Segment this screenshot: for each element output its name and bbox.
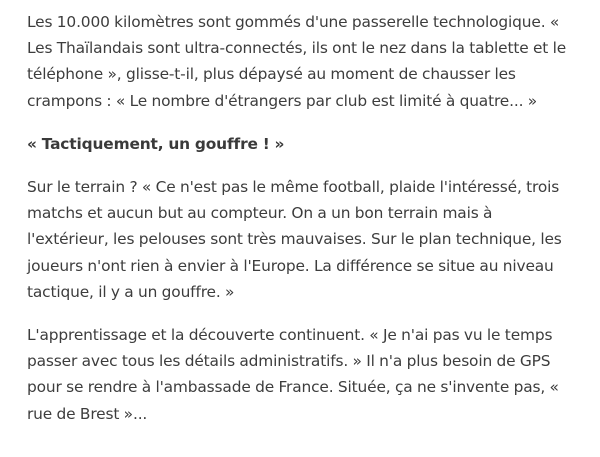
- article-paragraph: Sur le terrain ? « Ce n'est pas le même football, plaide l'intéressé, trois matchs et aucun but au compteur. On a un bon terrain mais à l'extérieur, les pelouses sont très mauvaises. Sur le plan technique, les joueurs n'ont rien à envier à l'Europe. La différence se situe au niveau tactique, il y a un gouffre. »: [27, 178, 562, 301]
- article-paragraph: L'apprentissage et la découverte continuent. « Je n'ai pas vu le temps passer avec tous les détails administratifs. » Il n'a plus besoin de GPS pour se rendre à l'ambassade de France. Située, ça ne s'invente pas, « rue de Brest »...: [27, 326, 559, 423]
- article-body: [27, 9, 567, 444]
- article-subheading: « Tactiquement, un gouffre ! »: [27, 134, 285, 153]
- article-paragraph: Les 10.000 kilomètres sont gommés d'une passerelle technologique. « Les Thaïlandais sont ultra-connectés, ils ont le nez dans la tablette et le téléphone », glisse-t-il, plus dépaysé au moment de chausser les crampons : « Le nombre d'étrangers par club est limité à quatre... »: [27, 13, 567, 110]
